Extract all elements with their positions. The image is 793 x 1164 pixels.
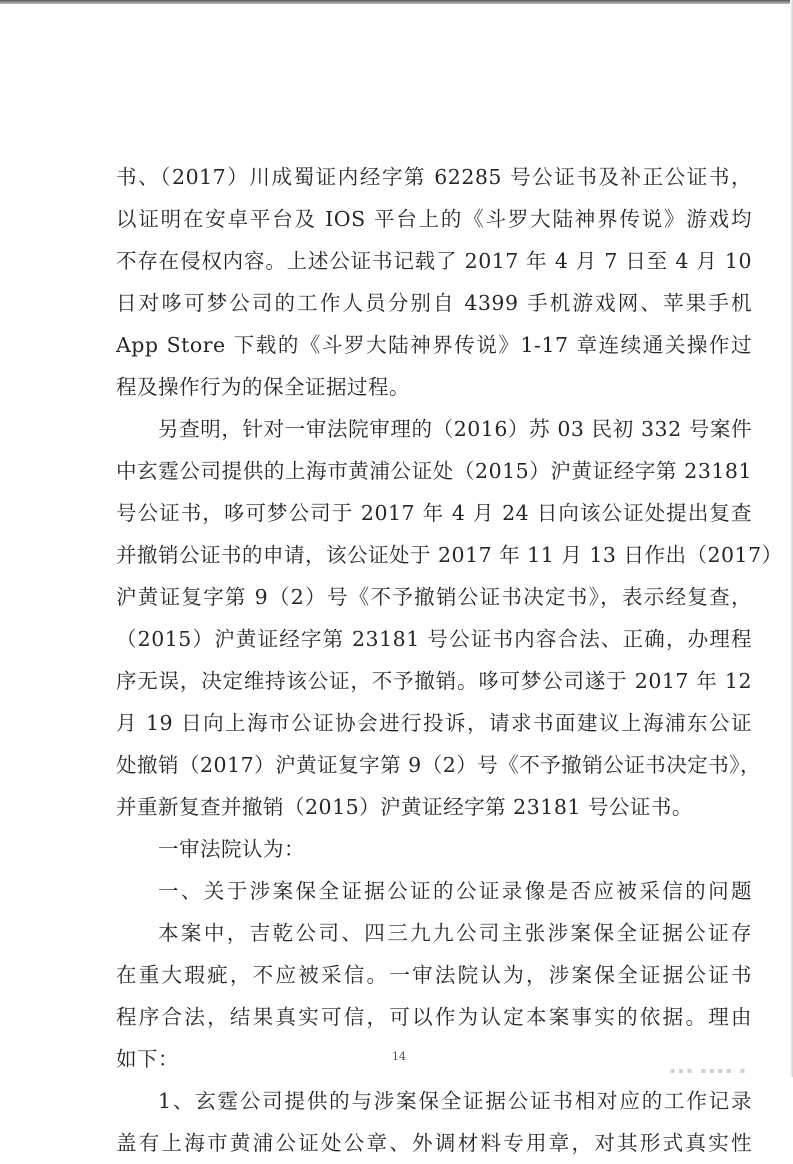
text-line: 程序合法，结果真实可信，可以作为认定本案事实的依据。理由	[116, 1005, 752, 1029]
text-line: 程及操作行为的保全证据过程。	[116, 375, 410, 399]
text-line: 在重大瑕疵，不应被采信。一审法院认为，涉案保全证据公证书	[116, 963, 752, 987]
text-line: 日对哆可梦公司的工作人员分别自 4399 手机游戏网、苹果手机	[116, 291, 752, 315]
scan-top-edge	[0, 0, 793, 4]
text-line: 书、（2017）川成蜀证内经字第 62285 号公证书及补正公证书，	[116, 165, 752, 189]
text-line: App Store 下载的《斗罗大陆神界传说》1-17 章连续通关操作过	[116, 333, 752, 357]
text-line: （2015）沪黄证经字第 23181 号公证书内容合法、正确，办理程	[116, 627, 752, 651]
watermark: ▪▪▪ ▪▪▪▪ ▪	[670, 1066, 749, 1075]
text-line: 处撤销（2017）沪黄证复字第 9（2）号《不予撤销公证书决定书》，	[116, 753, 762, 777]
text-line: 中玄霆公司提供的上海市黄浦公证处（2015）沪黄证经字第 23181	[116, 459, 752, 483]
paragraph-start: 另查明，针对一审法院审理的（2016）苏 03 民初 332 号案件	[158, 417, 752, 441]
text-line: 月 19 日向上海市公证协会进行投诉，请求书面建议上海浦东公证	[116, 711, 752, 735]
text-line: 并撤销公证书的申请，该公证处于 2017 年 11 月 13 日作出（2017）	[116, 543, 783, 567]
text-line: 沪黄证复字第 9（2）号《不予撤销公证书决定书》，表示经复查，	[116, 585, 752, 609]
text-line: 盖有上海市黄浦公证处公章、外调材料专用章，对其形式真实性	[116, 1131, 752, 1155]
page-number: 14	[392, 1050, 406, 1063]
text-line: 不存在侵权内容。上述公证书记载了 2017 年 4 月 7 日至 4 月 10	[116, 249, 752, 273]
document-body	[116, 156, 783, 1164]
text-line: 序无误，决定维持该公证，不予撤销。哆可梦公司遂于 2017 年 12	[116, 669, 752, 693]
subsection-heading: 一、关于涉案保全证据公证的公证录像是否应被采信的问题	[158, 879, 752, 903]
section-heading: 一审法院认为：	[158, 837, 305, 861]
paragraph-start: 1、玄霆公司提供的与涉案保全证据公证书相对应的工作记录	[158, 1089, 752, 1113]
text-line: 并重新复查并撤销（2015）沪黄证经字第 23181 号公证书。	[116, 795, 693, 819]
text-line: 如下：	[116, 1047, 179, 1071]
text-line: 以证明在安卓平台及 IOS 平台上的《斗罗大陆神界传说》游戏均	[116, 207, 752, 231]
text-line: 号公证书，哆可梦公司于 2017 年 4 月 24 日向该公证处提出复查	[116, 501, 752, 525]
paragraph-start: 本案中，吉乾公司、四三九九公司主张涉案保全证据公证存	[158, 921, 752, 945]
